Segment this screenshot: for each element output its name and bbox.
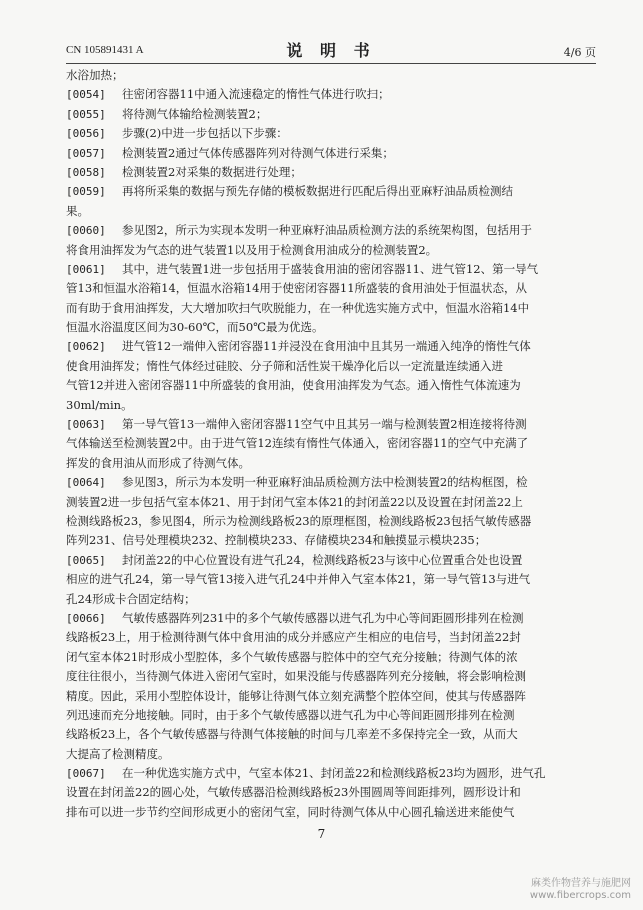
paragraph-line: 大提高了检测精度。 — [66, 746, 170, 761]
paragraph-line: 使食用油挥发；惰性气体经过硅胶、分子筛和活性炭干燥净化后以一定流量连续通入进 — [66, 358, 503, 373]
paragraph-number: [0061] — [66, 262, 106, 276]
page-number: 7 — [317, 827, 326, 841]
header-rule — [66, 63, 596, 64]
paragraph-line: 检测线路板23，参见图4，所示为检测线路板23的原理框图，检测线路板23包括气敏传感器 — [66, 513, 532, 528]
paragraph-line: 挥发的食用油从而形成了待测气体。 — [66, 455, 250, 470]
paragraph — [66, 221, 596, 260]
intro-line: 水浴加热； — [66, 68, 124, 82]
paragraph-line: 进气管12一端伸入密闭容器11并浸没在食用油中且其另一端通入纯净的惰性气体 — [122, 339, 531, 354]
paragraph-line: 气体输送至检测装置2中。由于进气管12连续有惰性气体通入，密闭容器11的空气中充满了 — [66, 436, 529, 451]
paragraph — [66, 163, 596, 182]
paragraph-line: 度往往很小，当待测气体进入密闭气室时，如果没能与传感器阵列充分接触，将会影响检测 — [66, 669, 526, 684]
paragraph-number: [0059] — [66, 185, 106, 199]
paragraph-number: [0066] — [66, 611, 106, 625]
paragraph-line: 而有助于食用油挥发，大大增加吹扫气吹脱能力，在一种优选实施方式中，恒温水浴箱14中 — [66, 300, 530, 315]
paragraph-line: 阵列231、信号处理模块232、控制模块233、存储模块234和触摸显示模块235； — [66, 533, 487, 548]
paragraph-line: 气敏传感器阵列231中的多个气敏传感器以进气孔为中心等间距圆形排列在检测 — [122, 610, 524, 625]
paragraph-line: 在一种优选实施方式中，气室本体21、封闭盖22和检测线路板23均为圆形，进气孔 — [122, 766, 546, 781]
paragraph-line: 将食用油挥发为气态的进气装置1以及用于检测食用油成分的检测装置2。 — [66, 242, 438, 257]
paragraph — [66, 764, 596, 822]
paragraph-line: 步骤(2)中进一步包括以下步骤： — [122, 126, 288, 141]
paragraph-line: 检测装置2通过气体传感器阵列对待测气体进行采集； — [122, 145, 394, 160]
paragraph — [66, 182, 596, 221]
document-title: 说 明 书 — [286, 41, 376, 60]
paragraph-line: 封闭盖22的中心位置设有进气孔24，检测线路板23与该中心位置重合处也设置 — [122, 552, 523, 567]
paragraph-line: 30ml/min。 — [66, 397, 133, 412]
paragraph-number: [0062] — [66, 340, 106, 354]
paragraph-line: 其中，进气装置1进一步包括用于盛装食用油的密闭容器11、进气管12、第一导气 — [122, 261, 539, 276]
paragraph-line: 孔24形成卡合固定结构； — [66, 591, 196, 606]
watermark-line-1: 麻类作物营养与施肥网 — [531, 878, 631, 889]
paragraph — [66, 105, 596, 124]
paragraph-number: [0060] — [66, 224, 106, 238]
paragraph-line: 果。 — [66, 203, 89, 218]
paragraph-line: 设置在封闭盖22的圆心处，气敏传感器沿检测线路板23外围圆周等间距排列，圆形设计和 — [66, 785, 521, 800]
paragraph-line: 列迅速而充分地接触。同时，由于多个气敏传感器以进气孔为中心等间距圆形排列在检测 — [66, 707, 515, 722]
paragraph — [66, 124, 596, 143]
paragraph-line: 闭气室本体21时形成小型腔体，多个气敏传感器与腔体中的空气充分接触；待测气体的浓 — [66, 649, 518, 664]
paragraph-number: [0067] — [66, 767, 106, 781]
paragraph — [66, 337, 596, 415]
paragraph — [66, 609, 596, 764]
paragraph-line: 气管12并进入密闭容器11中所盛装的食用油，使食用油挥发为气态。通入惰性气体流速为 — [66, 378, 521, 393]
paragraph-line: 线路板23上，各个气敏传感器与待测气体接触的时间与几率差不多保持完全一致，从而大 — [66, 727, 518, 742]
paragraph-number: [0065] — [66, 553, 106, 567]
paragraph-number: [0054] — [66, 88, 106, 102]
paragraph-number: [0058] — [66, 165, 106, 179]
paragraph — [66, 260, 596, 338]
paragraph — [66, 144, 596, 163]
watermark — [530, 878, 631, 902]
paragraph-number: [0063] — [66, 418, 106, 432]
paragraph-line: 检测装置2对采集的数据进行处理； — [122, 164, 302, 179]
paragraph-line: 参见图3，所示为本发明一种亚麻籽油品质检测方法中检测装置2的结构框图，检 — [122, 475, 528, 490]
paragraph-line: 参见图2，所示为实现本发明一种亚麻籽油品质检测方法的系统架构图，包括用于 — [122, 223, 532, 238]
paragraph-line: 排布可以进一步节约空间形成更小的密闭气室，同时待测气体从中心圆孔输送进来能使气 — [66, 804, 515, 819]
paragraph-number: [0056] — [66, 127, 106, 141]
paragraph-number: [0057] — [66, 146, 106, 160]
paragraph-number: [0055] — [66, 107, 106, 121]
paragraph-line: 第一导气管13一端伸入密闭容器11空气中且其另一端与检测装置2相连接将待测 — [122, 417, 527, 432]
paragraph-line: 再将所采集的数据与预先存储的模板数据进行匹配后得出亚麻籽油品质检测结 — [122, 184, 513, 199]
watermark-line-2: www.fibercrops.com — [529, 890, 631, 901]
paragraph-number: [0064] — [66, 476, 106, 490]
paragraph-line: 往密闭容器11中通入流速稳定的惰性气体进行吹扫； — [122, 87, 390, 102]
paragraph-line: 将待测气体输给检测装置2； — [122, 106, 268, 121]
paragraph — [66, 415, 596, 473]
page-info: 4/6 页 — [563, 46, 596, 59]
paragraph-line: 精度。因此，采用小型腔体设计，能够让待测气体立刻充满整个腔体空间，使其与传感器阵 — [66, 688, 526, 703]
page-header — [66, 36, 596, 62]
paragraph-line: 测装置2进一步包括气室本体21、用于封闭气室本体21的封闭盖22以及设置在封闭盖22上 — [66, 494, 523, 509]
paragraph-line: 恒温水浴温度区间为30-60℃，而50℃最为优选。 — [66, 320, 324, 335]
paragraph — [66, 551, 596, 609]
paragraph-line: 线路板23上，用于检测待测气体中食用油的成分并感应产生相应的电信号，当封闭盖22封 — [66, 630, 521, 645]
paragraph — [66, 85, 596, 104]
paragraph — [66, 473, 596, 551]
paragraph-line: 相应的进气孔24，第一导气管13接入进气孔24中并伸入气室本体21，第一导气管13与进气 — [66, 572, 531, 587]
publication-number: CN 105891431 A — [66, 44, 144, 56]
document-body — [66, 66, 596, 822]
paragraph-line: 管13和恒温水浴箱14，恒温水浴箱14用于使密闭容器11所盛装的食用油处于恒温状态，从 — [66, 281, 528, 296]
